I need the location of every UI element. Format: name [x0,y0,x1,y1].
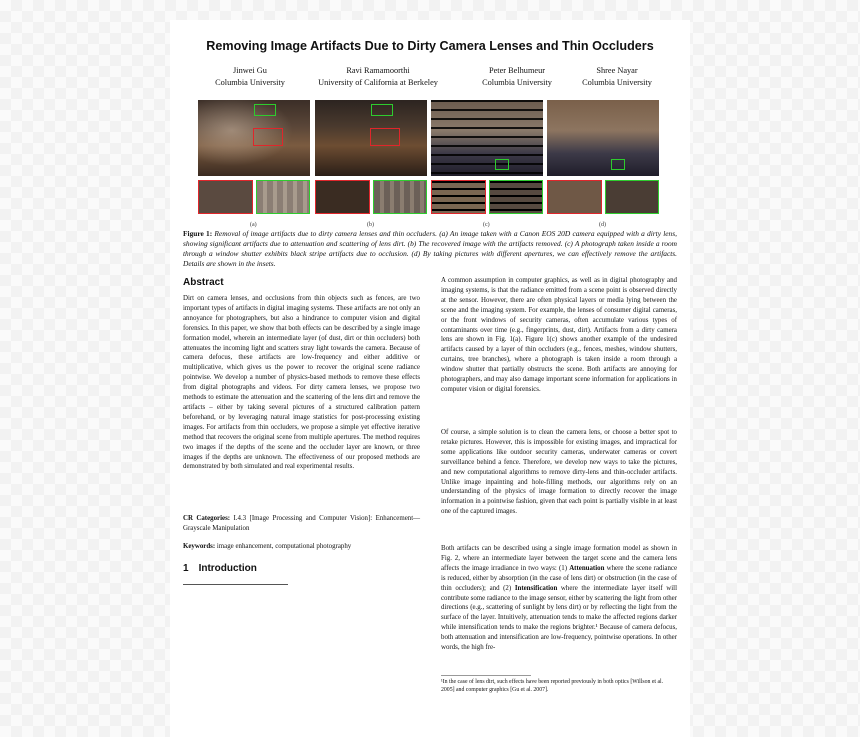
term-intensification: Intensification [514,584,558,592]
inset-box-green [495,159,509,170]
p3-text-b: where the scene radiance is reduced, either by absorption (in the case of lens dirt) or obstruction (in the case of thin occluders); and (2) [441,564,678,592]
keywords [183,542,420,552]
inset-d-red [547,180,602,214]
subfigure-label-b: (b) [367,222,374,228]
author-affiliation: University of California at Berkeley [318,78,438,87]
footnote-rule [441,675,531,676]
author-name: Shree Nayar [596,66,638,75]
section-title: Introduction [198,563,257,574]
author-3 [462,65,572,89]
cr-categories [183,514,420,534]
abstract-heading: Abstract [183,277,224,288]
caption-label: Figure 1: [183,229,213,238]
photo-occlusion-removed [547,100,659,176]
inset-box-red [253,128,283,146]
p3-text-a: Both artifacts can be described using a single image formation model as shown in Fig. 2, where an intermediate layer between the target scene and the camera lens affects the image irradiance in two ways: (1) [441,545,677,572]
intro-paragraph-1: A common assumption in computer graphics, as well as in digital photography and imaging systems, is that the radiance emitted from a scene point is observed directly at the sensor. However, there are often physical layers or media lying between the scene and the imaging system. For example, the lenses of consumer digital cameras, or the front windows of security cameras, often accumulate various types of contaminants over time (e.g., fingerprints, dust, dirt). Artifacts from a dirty camera lens are shown in Fig. 1(a). Figure 1(c) shows another example of the undesired artifacts caused by a layer of thin occluders (e.g., fences, meshes, window shutters, curtains, tree branches), where a photograph is taken inside a room through a window shutter that partially obstructs the scene. Both artifacts are annoying for photographers, and may also damage important scene information for applications in computer vision or digital forensics. [441,277,677,393]
section-number: 1 [183,563,189,574]
caption-text: Removal of image artifacts due to dirty camera lenses and thin occluders. (a) An image taken with a Canon EOS 20D camera equipped with a dirty lens, showing significant artifacts due to attenuation and scattering of lens dirt. (b) The recovered image with the artifacts removed. (c) A photograph taken inside a room through a window shutter exhibits black stripe artifacts due to occlusion. (d) By taking pictures with different apertures, we can effectively remove the artifacts. Details are shown in the insets. [183,229,677,268]
term-attenuation: Attenuation [569,564,605,572]
author-1 [190,65,310,89]
author-name: Peter Belhumeur [489,66,545,75]
inset-a-green [256,180,310,214]
paper-page [170,20,690,737]
author-affiliation: Columbia University [582,78,652,87]
inset-c-red [431,180,486,214]
author-4 [567,65,667,89]
author-name: Ravi Ramamoorthi [346,66,410,75]
keywords-label: Keywords: [183,543,216,550]
author-name: Jinwei Gu [233,66,267,75]
section-underline [183,584,288,585]
inset-d-green [605,180,659,214]
inset-b-green [373,180,427,214]
inset-box-green [611,159,625,170]
figure-caption [183,229,677,269]
author-affiliation: Columbia University [482,78,552,87]
inset-c-green [489,180,543,214]
keywords-text: image enhancement, computational photography [216,543,352,550]
author-2 [303,65,453,89]
intro-paragraph-3 [441,544,677,653]
subfigure-label-a: (a) [250,222,257,228]
inset-box-green [371,104,393,116]
paper-title: Removing Image Artifacts Due to Dirty Camera Lenses and Thin Occluders [206,39,654,53]
inset-b-red [315,180,370,214]
inset-a-red [198,180,253,214]
subfigure-label-d: (d) [599,222,606,228]
section-heading-introduction [183,563,257,574]
subfigure-label-c: (c) [483,222,490,228]
inset-box-red [370,128,400,146]
cr-categories-text: I.4.3 [Image Processing and Computer Vision]: Enhancement—Grayscale Manipulation [183,515,420,532]
inset-box-green [254,104,276,116]
figure-1 [198,100,659,218]
footnote: ¹In the case of lens dirt, such effects have been reported previously in both optics [Willson et al. 2005] and computer graphics [Gu et al. 2007]. [441,679,664,693]
author-affiliation: Columbia University [215,78,285,87]
abstract-text: Dirt on camera lenses, and occlusions from thin objects such as fences, are two important types of artifacts in digital imaging systems. These artifacts are not only an annoyance for photographers, but also a hindrance to computer vision and digital forensics. In this paper, we show that both effects can be described by a single image formation model, wherein an intermediate layer (of dust, dirt or thin occluders) both attenuates the incoming light and scatters stray light towards the camera. Because of camera defocus, these artifacts are low-frequency and either additive or multiplicative, which gives us the power to recover the original scene radiance pointwise. We develop a number of physics-based methods to remove these effects from digital photographs and videos. For dirty camera lenses, we propose two methods to estimate the attenuation and the scattering of the lens dirt and remove the artifacts – either by taking several pictures of a structured calibration pattern beforehand, or by leveraging natural image statistics for post-processing existing images. For artifacts from thin occluders, we propose a simple yet effective iterative method that recovers the original scene from multiple apertures. The method requires two images if the depths of the scene and the occluder layer are known, or three images if the depths are unknown. The effectiveness of our proposed methods are demonstrated by both simulated and real experimental results. [183,295,420,471]
intro-paragraph-2: Of course, a simple solution is to clean the camera lens, or choose a better spot to retake pictures. However, this is impossible for existing images, and impractical for some applications like outdoor security cameras, underwater cameras or covert surveillance behind a fence. Therefore, we develop new ways to take the pictures, and new computational algorithms to remove dirty-lens and thin-occluder artifacts. Unlike image inpainting and hole-filling methods, our algorithms rely on an understanding of the physics of image formation to directly recover the image information in a pointwise fashion, given that each point is partially visible in at least one of the captured images. [441,429,677,516]
cr-categories-label: CR Categories: [183,515,231,522]
p3-text-c: where the intermediate layer itself will contribute some radiance to the image sensor, either by scattering the light from other directions (e.g., scattering of sunlight by lens dirt) or by reflecting the light from the surface of the layer. Intuitively, attenuation tends to make the affected regions darker while intensification tends to make the regions brighter.¹ Because of camera defocus, both attenuation and intensification are low-frequency, pointwise operations. In other words, the high fre- [441,584,677,652]
photo-occluded [431,100,543,176]
